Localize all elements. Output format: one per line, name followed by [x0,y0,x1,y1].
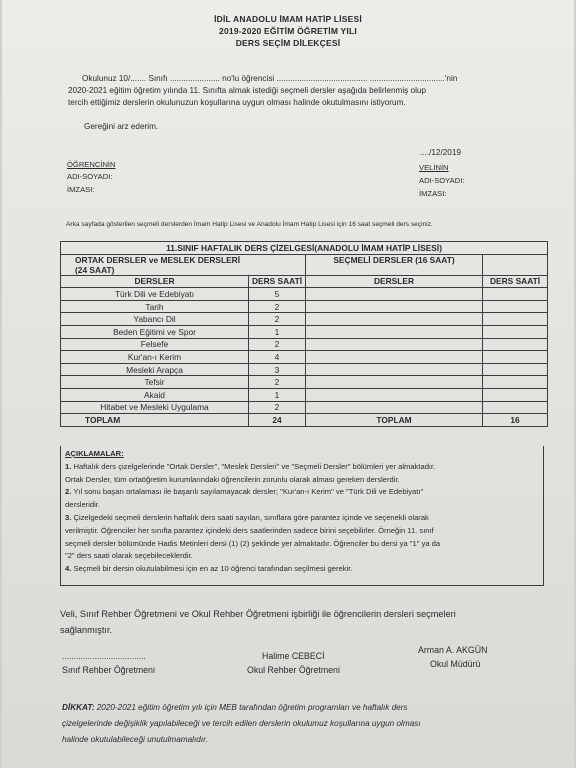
intro-line-3: tercih ettiğimiz derslerin okulunuzun koşullarına uygun olması halinde okutulmasını istiyorum. [68,98,406,107]
notes-title: AÇIKLAMALAR: [65,449,124,458]
notes-section [60,446,544,586]
student-sign-label: İMZASI: [67,185,95,194]
elective-hours-cell[interactable] [483,300,548,313]
intro-line-1: Okulunuz 10/....... Sınıfı ...................... no'lu öğrencisi ........................................ .................................'nin [82,74,458,83]
elective-hours-cell[interactable] [483,363,548,376]
course-name: Kur'an-ı Kerim [61,351,249,364]
note-1-line: Haftalık ders çizelgelerinde "Ortak Dersler", "Meslek Dersleri" ve "Seçmeli Dersler" bölümleri yer almaktadır. [71,461,436,471]
date-field: ..../12/2019 [420,148,461,157]
principal-name: Arman A. AKGÜN [418,645,488,655]
elective-course-cell[interactable] [306,338,483,351]
course-hours: 3 [249,363,306,376]
note-2-line: Yıl sonu başarı ortalaması ile başarılı sayılamayacak dersler; "Kur'an-ı Kerim" ve "Türk Dili ve Edebiyatı" [71,487,424,497]
elective-hours-cell[interactable] [483,325,548,338]
total-label: TOPLAM [61,414,249,427]
course-name: Yabancı Dil [61,313,249,326]
course-name: Türk Dili ve Edebiyatı [61,288,249,301]
table-row [61,313,548,326]
closing-text: Gereğini arz ederim. [84,122,159,131]
elective-course-cell[interactable] [306,388,483,401]
course-hours: 2 [249,401,306,414]
elective-course-cell[interactable] [306,288,483,301]
counselor-title: Okul Rehber Öğretmeni [247,665,340,675]
elective-total-hours: 16 [483,414,548,427]
note-3-line-4: "2" ders saati olarak seçebileceklerdir. [65,551,193,561]
course-hours: 1 [249,388,306,401]
table-row [61,288,548,301]
col-head-hours: DERS SAATİ [249,275,306,288]
note-1-line-2: Ortak Dersler, tüm ortaöğretim kurumlarındaki öğrencilerin zorunlu olarak alması gereken derslerdir. [65,474,400,484]
class-teacher-title: Sınıf Rehber Öğretmeni [62,665,155,675]
intro-line-2: 2020-2021 eğitim öğretim yılında 11. Sınıfta almak istediği seçmeli dersler aşağıda belirlenmiş olup [68,86,427,95]
course-hours: 5 [249,288,306,301]
right-header: SEÇMELİ DERSLER (16 SAAT) [306,254,483,275]
note-number: 2. [65,487,72,497]
course-hours: 2 [249,300,306,313]
table-row [61,351,548,364]
elective-hours-cell[interactable] [483,388,548,401]
elective-hours-cell[interactable] [483,288,548,301]
elective-hours-cell[interactable] [483,313,548,326]
note-2-line-2: dersleridir. [65,500,101,510]
course-name: Tarih [61,300,249,313]
left-header-label: ORTAK DERSLER ve MESLEK DERSLERİ [75,254,241,265]
note-4-line: Seçmeli bir dersin okutulabilmesi için en az 10 öğrenci tarafından seçilmesi gerekir. [71,564,353,574]
note-3-line: Çizelgedeki seçmeli derslerin haftalık ders saati sayıları, sınıflara göre parantez içinde ve seçenekli olarak [71,512,429,522]
warning-text: 2020-2021 eğitim öğretim yılı için MEB tarafından öğretim programları ve haftalık ders [94,703,408,712]
elective-course-cell[interactable] [306,376,483,389]
student-title: ÖĞRENCİNİN [67,160,116,169]
elective-course-cell[interactable] [306,325,483,338]
course-hours: 2 [249,338,306,351]
elective-hours-cell[interactable] [483,401,548,414]
total-hours: 24 [249,414,306,427]
table-row [61,363,548,376]
col-head-elective-courses: DERSLER [306,275,483,288]
course-name: Felsefe [61,338,249,351]
elective-course-cell[interactable] [306,401,483,414]
parent-title: VELİNİN [419,163,449,172]
course-name: Tefsir [61,376,249,389]
student-name-label: ADI-SOYADI: [67,172,113,181]
elective-hours-cell[interactable] [483,376,548,389]
elective-hours-cell[interactable] [483,351,548,364]
parent-name-label: ADI-SOYADI: [419,176,465,185]
warning-line-1 [62,700,408,716]
table-row [61,388,548,401]
course-hours: 2 [249,376,306,389]
school-name: İDİL ANADOLU İMAM HATİP LİSESİ [214,14,362,24]
course-hours: 1 [249,325,306,338]
table-row [61,338,548,351]
note-number: 3. [65,512,72,522]
col-head-elective-hours: DERS SAATİ [483,275,548,288]
elective-total-label: TOPLAM [306,414,483,427]
note-number: 4. [65,564,72,574]
left-header-hours: (24 SAAT) [75,264,115,275]
warning-label: DİKKAT: [62,703,95,712]
table-row [61,401,548,414]
left-header [61,254,306,275]
course-name: Mesleki Arapça [61,363,249,376]
note-3-line-3: seçmeli dersler bölümünde Hadis Metinleri dersi (1) (2) şeklinde yer almaktadır. Öğrenciler bu dersi ya "1" ya da [65,538,441,548]
elective-course-cell[interactable] [306,313,483,326]
table-title: 11.SINIF HAFTALIK DERS ÇİZELGESİ(ANADOLU İMAM HATİP LİSESİ) [61,242,548,255]
note-3-line-2: verilmiştir. Öğrenciler her sınıfta parantez içindeki ders saatlerinden sadece birini seçebilirler. Örneğin 11. sınıf [65,525,434,535]
warning-line-3: halinde okutulabileceği unutulmamalıdır. [62,735,208,744]
elective-course-cell[interactable] [306,363,483,376]
principal-title: Okul Müdürü [430,659,481,669]
course-hours: 2 [249,313,306,326]
course-name: Beden Eğitimi ve Spor [61,325,249,338]
table-row [61,376,548,389]
counselor-name: Halime CEBECİ [262,651,325,661]
course-name: Hitabet ve Mesleki Uygulama [61,401,249,414]
statement-line-2: sağlanmıştır. [60,625,113,635]
elective-course-cell[interactable] [306,300,483,313]
course-name: Akaid [61,388,249,401]
warning-line-2: çizelgelerinde değişiklik yapılabileceği ve tercih edilen derslerin okulumuz koşullarına uygun olması [62,719,421,728]
academic-year: 2019-2020 EĞİTİM ÖĞRETİM YILI [219,26,357,36]
table-row [61,300,548,313]
note-number: 1. [65,461,72,471]
elective-course-cell[interactable] [306,351,483,364]
total-row [61,414,548,427]
document-title: DERS SEÇİM DİLEKÇESİ [235,38,341,48]
statement-line-1: Veli, Sınıf Rehber Öğretmeni ve Okul Rehber Öğretmeni işbirliği ile öğrencilerin dersleri seçmeleri [60,609,456,619]
signature-dots: .................................... [62,651,146,661]
weekly-schedule-table [60,241,548,427]
parent-sign-label: İMZASI: [419,189,447,198]
selection-note: Arka sayfada gösterilen seçmeli derslerden İmam Hatip Lisesi ve Anadolu İmam Hatip Lisesi için 16 saat seçmeli ders seçiniz. [66,221,433,228]
elective-hours-cell[interactable] [483,338,548,351]
col-head-courses: DERSLER [61,275,249,288]
table-row [61,325,548,338]
course-hours: 4 [249,351,306,364]
